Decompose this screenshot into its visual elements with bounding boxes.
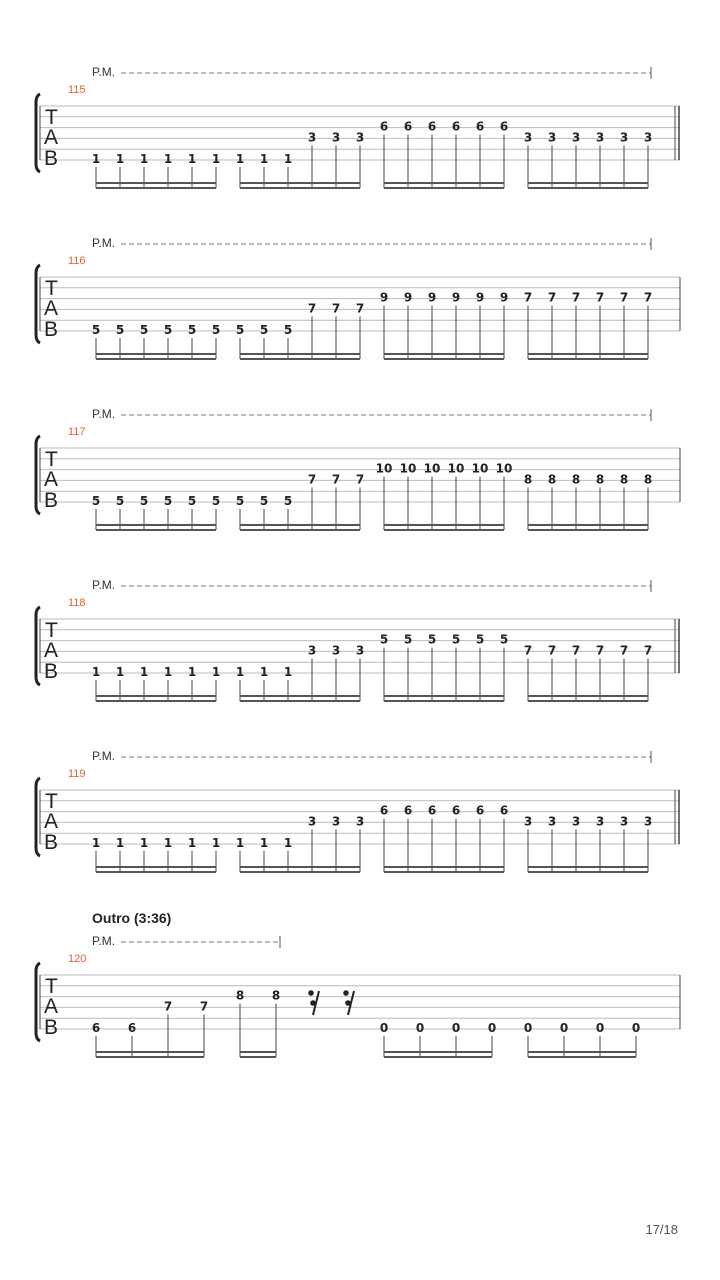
- tab-note: 1: [235, 665, 245, 679]
- tab-note: 6: [427, 803, 437, 818]
- palm-mute-label: P.M.: [92, 407, 116, 421]
- tab-note: 6: [427, 119, 437, 134]
- tab-note: 7: [643, 643, 653, 658]
- tab-letter-b: B: [44, 1016, 59, 1039]
- tab-note: 5: [499, 632, 509, 647]
- tab-note: 1: [259, 152, 269, 166]
- tab-note: 8: [571, 472, 581, 487]
- tab-note: 6: [475, 803, 485, 818]
- tab-note: 7: [355, 472, 365, 487]
- tab-note: 1: [235, 836, 245, 850]
- tab-note: 3: [331, 130, 341, 145]
- page-number: 17/18: [645, 1222, 678, 1237]
- tab-note: 5: [451, 632, 461, 647]
- tab-note: 5: [211, 323, 221, 337]
- tab-note: 8: [523, 472, 533, 487]
- tab-note: 1: [163, 836, 173, 850]
- rest-dot-lower: [345, 1000, 351, 1006]
- tab-note: 0: [631, 1021, 641, 1035]
- tab-note: 5: [115, 323, 125, 337]
- tab-note: 3: [595, 814, 605, 829]
- tab-note: 3: [355, 643, 365, 658]
- tab-note: 3: [331, 643, 341, 658]
- measure-number: 116: [68, 255, 86, 267]
- tab-letter-a: A: [44, 995, 59, 1018]
- tab-note: 5: [163, 323, 173, 337]
- measure-number: 120: [68, 953, 87, 965]
- tab-note: 3: [595, 130, 605, 145]
- tab-note: 7: [331, 472, 341, 487]
- tab-letter-t: T: [45, 277, 58, 300]
- tab-note: 1: [139, 836, 149, 850]
- tab-letter-t: T: [45, 975, 58, 998]
- tab-note: 3: [355, 130, 365, 145]
- tab-note: 5: [259, 323, 269, 337]
- tab-note: 7: [307, 472, 317, 487]
- tab-note: 6: [403, 119, 413, 134]
- tab-note: 7: [571, 290, 581, 305]
- tab-note: 7: [523, 290, 533, 305]
- tab-note: 6: [127, 1021, 137, 1035]
- tab-note: 6: [403, 803, 413, 818]
- palm-mute-label: P.M.: [92, 236, 116, 250]
- tab-note: 3: [307, 130, 317, 145]
- tab-note: 10: [495, 461, 513, 476]
- tab-note: 5: [115, 494, 125, 508]
- tab-note: 8: [235, 988, 245, 1003]
- tab-note: 7: [355, 301, 365, 316]
- tab-note: 3: [643, 814, 653, 829]
- tab-note: 1: [187, 152, 197, 166]
- tab-note: 5: [403, 632, 413, 647]
- tab-note: 9: [427, 290, 437, 305]
- tab-note: 9: [499, 290, 509, 305]
- tab-letter-t: T: [45, 790, 58, 813]
- measure-number: 115: [68, 84, 86, 96]
- tab-note: 7: [571, 643, 581, 658]
- tab-letter-t: T: [45, 619, 58, 642]
- palm-mute-label: P.M.: [92, 749, 116, 763]
- palm-mute-label: P.M.: [92, 934, 116, 948]
- tab-letter-t: T: [45, 106, 58, 129]
- tab-note: 1: [91, 836, 101, 850]
- tab-note: 1: [211, 665, 221, 679]
- tab-note: 5: [163, 494, 173, 508]
- tab-note: 1: [163, 152, 173, 166]
- tab-letter-b: B: [44, 660, 59, 683]
- tab-note: 5: [139, 323, 149, 337]
- tab-note: 9: [451, 290, 461, 305]
- system-bracket: [36, 436, 40, 514]
- tab-note: 1: [211, 152, 221, 166]
- tab-note: 1: [163, 665, 173, 679]
- tab-note: 9: [403, 290, 413, 305]
- tab-note: 5: [235, 494, 245, 508]
- tab-note: 10: [399, 461, 417, 476]
- tab-letter-b: B: [44, 318, 59, 341]
- tab-note: 8: [271, 988, 281, 1003]
- tab-note: 5: [139, 494, 149, 508]
- tab-note: 7: [547, 643, 557, 658]
- tab-letter-a: A: [44, 639, 59, 662]
- tab-note: 7: [643, 290, 653, 305]
- tab-note: 1: [235, 152, 245, 166]
- tab-note: 5: [235, 323, 245, 337]
- rest-dot-upper: [343, 990, 349, 996]
- tab-letter-b: B: [44, 147, 59, 170]
- tab-note: 5: [379, 632, 389, 647]
- tab-note: 0: [487, 1021, 497, 1035]
- tab-note: 0: [451, 1021, 461, 1035]
- tab-note: 5: [283, 323, 293, 337]
- tab-note: 6: [451, 803, 461, 818]
- tab-note: 7: [595, 643, 605, 658]
- tab-note: 6: [379, 119, 389, 134]
- tab-note: 8: [619, 472, 629, 487]
- rest-dot-lower: [310, 1000, 316, 1006]
- tab-note: 0: [523, 1021, 533, 1035]
- tab-note: 6: [451, 119, 461, 134]
- tab-note: 3: [571, 130, 581, 145]
- tab-note: 10: [423, 461, 441, 476]
- tab-note: 1: [187, 836, 197, 850]
- tab-note: 5: [187, 494, 197, 508]
- tab-note: 3: [643, 130, 653, 145]
- tab-note: 0: [595, 1021, 605, 1035]
- tab-note: 1: [91, 665, 101, 679]
- tab-letter-a: A: [44, 468, 59, 491]
- tab-note: 10: [375, 461, 393, 476]
- tab-note: 5: [187, 323, 197, 337]
- tab-note: 3: [523, 130, 533, 145]
- tab-note: 7: [307, 301, 317, 316]
- tab-note: 1: [91, 152, 101, 166]
- tab-note: 5: [211, 494, 221, 508]
- tab-note: 10: [471, 461, 489, 476]
- tab-letter-a: A: [44, 810, 59, 833]
- tab-letter-a: A: [44, 126, 59, 149]
- tab-note: 8: [595, 472, 605, 487]
- tab-note: 3: [619, 130, 629, 145]
- tab-note: 1: [139, 665, 149, 679]
- tab-letter-a: A: [44, 297, 59, 320]
- tab-note: 8: [547, 472, 557, 487]
- tab-note: 1: [115, 836, 125, 850]
- tab-note: 1: [211, 836, 221, 850]
- tab-note: 6: [379, 803, 389, 818]
- palm-mute-label: P.M.: [92, 65, 116, 79]
- measure-number: 117: [68, 426, 86, 438]
- tab-letter-b: B: [44, 489, 59, 512]
- tab-note: 1: [283, 836, 293, 850]
- tab-note: 5: [259, 494, 269, 508]
- tab-note: 9: [379, 290, 389, 305]
- tab-note: 1: [283, 152, 293, 166]
- system-bracket: [36, 607, 40, 685]
- tab-note: 7: [331, 301, 341, 316]
- tab-note: 9: [475, 290, 485, 305]
- system-bracket: [36, 265, 40, 343]
- tab-note: 1: [259, 665, 269, 679]
- tab-note: 10: [447, 461, 465, 476]
- tab-note: 0: [379, 1021, 389, 1035]
- system-bracket: [36, 94, 40, 172]
- tab-note: 6: [499, 119, 509, 134]
- tab-note: 0: [559, 1021, 569, 1035]
- system-bracket: [36, 778, 40, 856]
- tab-note: 7: [199, 999, 209, 1014]
- tab-note: 3: [547, 130, 557, 145]
- tab-note: 7: [619, 290, 629, 305]
- tab-note: 7: [523, 643, 533, 658]
- tab-note: 5: [91, 323, 101, 337]
- tab-letter-b: B: [44, 831, 59, 854]
- system-bracket: [36, 963, 40, 1041]
- tab-note: 5: [283, 494, 293, 508]
- rest-dot-upper: [308, 990, 314, 996]
- tab-note: 7: [595, 290, 605, 305]
- tab-note: 3: [523, 814, 533, 829]
- tab-note: 7: [163, 999, 173, 1014]
- tab-note: 5: [475, 632, 485, 647]
- measure-number: 119: [68, 768, 86, 780]
- tab-note: 0: [415, 1021, 425, 1035]
- tab-note: 1: [115, 665, 125, 679]
- tab-note: 1: [115, 152, 125, 166]
- tab-note: 6: [91, 1021, 101, 1035]
- tab-note: 1: [187, 665, 197, 679]
- tab-note: 3: [571, 814, 581, 829]
- section-title: Outro (3:36): [92, 910, 172, 926]
- tab-note: 6: [475, 119, 485, 134]
- tab-note: 3: [355, 814, 365, 829]
- tab-note: 7: [547, 290, 557, 305]
- tab-note: 8: [643, 472, 653, 487]
- tab-note: 3: [331, 814, 341, 829]
- tab-letter-t: T: [45, 448, 58, 471]
- tab-note: 3: [619, 814, 629, 829]
- tab-note: 3: [547, 814, 557, 829]
- tab-note: 1: [259, 836, 269, 850]
- tab-note: 1: [283, 665, 293, 679]
- tab-note: 5: [427, 632, 437, 647]
- tab-note: 3: [307, 643, 317, 658]
- tab-note: 7: [619, 643, 629, 658]
- measure-number: 118: [68, 597, 86, 609]
- tab-note: 3: [307, 814, 317, 829]
- tab-note: 1: [139, 152, 149, 166]
- tab-note: 6: [499, 803, 509, 818]
- tab-note: 5: [91, 494, 101, 508]
- palm-mute-label: P.M.: [92, 578, 116, 592]
